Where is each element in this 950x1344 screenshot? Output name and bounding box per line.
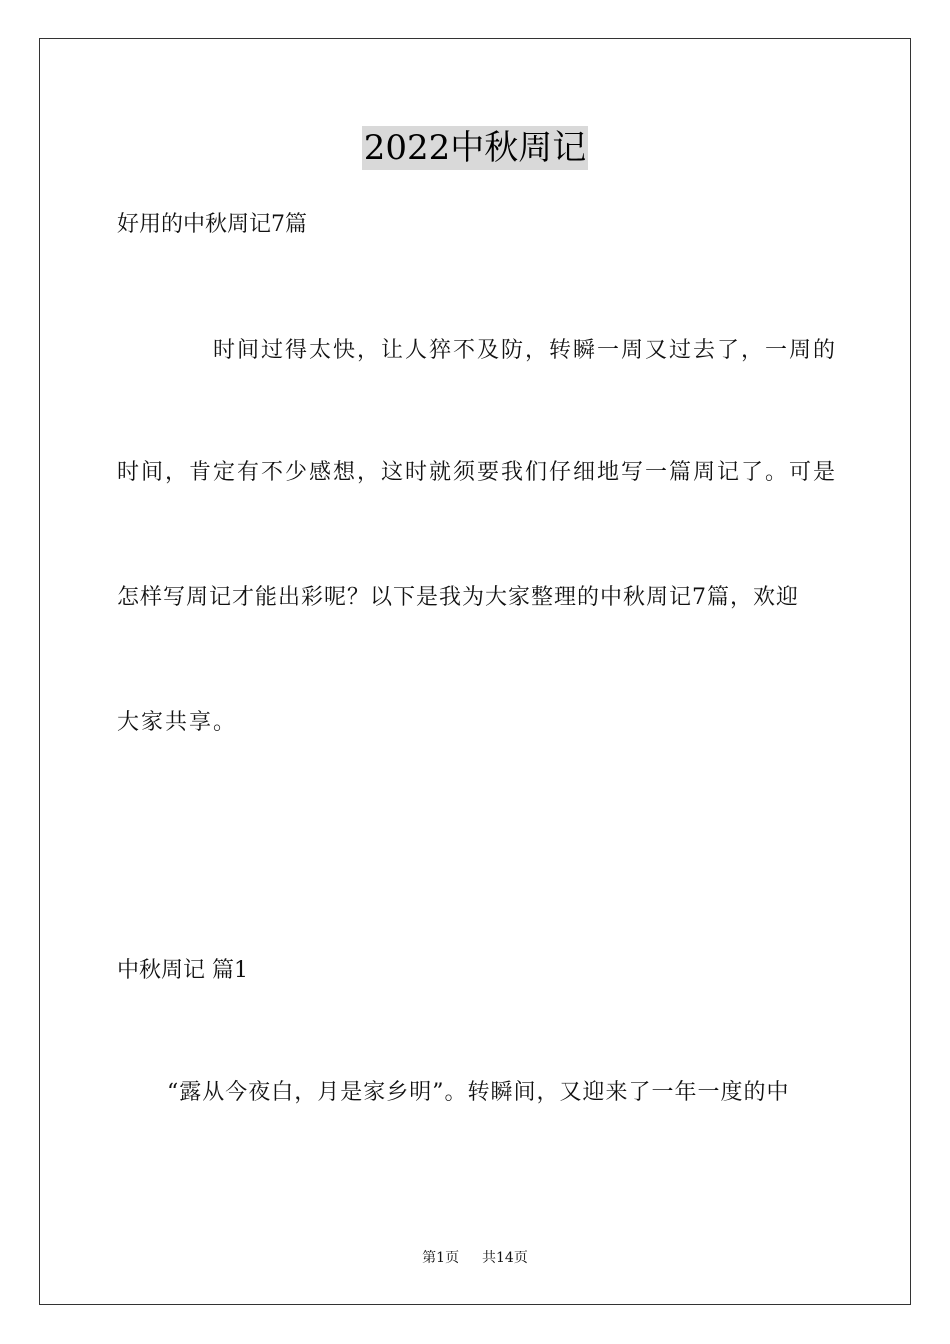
section-heading: 中秋周记 篇1 <box>117 958 248 983</box>
intro-paragraph-line-2: 时间，肯定有不少感想，这时就须要我们仔细地写一篇周记了。可是 <box>117 460 838 485</box>
intro-paragraph-line-4: 大家共享。 <box>117 710 238 735</box>
intro-paragraph-line-1: 时间过得太快，让人猝不及防，转瞬一周又过去了，一周的 <box>213 338 838 363</box>
title-container <box>0 126 950 170</box>
page-total: 共14页 <box>482 1250 528 1266</box>
document-subtitle: 好用的中秋周记7篇 <box>117 212 307 237</box>
section-paragraph-line-1: “露从今夜白，月是家乡明”。转瞬间，又迎来了一年一度的中 <box>167 1080 790 1105</box>
intro-paragraph-line-3: 怎样写周记才能出彩呢？以下是我为大家整理的中秋周记7篇，欢迎 <box>117 585 799 610</box>
document-title: 2022中秋周记 <box>363 128 587 168</box>
page-number: 第1页 <box>422 1250 460 1266</box>
page-footer <box>0 1249 950 1267</box>
